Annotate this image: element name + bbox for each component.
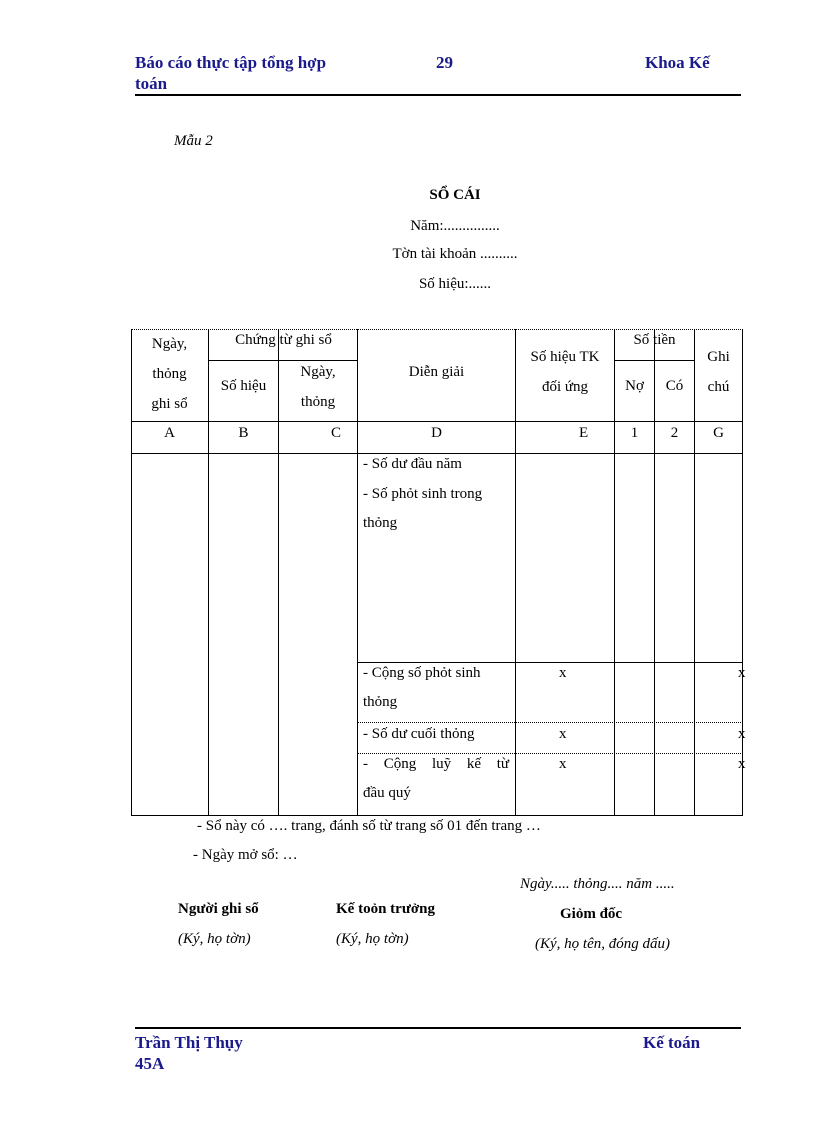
row-cumulative-line2: đầu quý [363, 785, 411, 801]
row-arising [363, 480, 482, 538]
report-title [135, 52, 326, 94]
code-1: 1 [630, 425, 639, 441]
recorder-note: (Ký, họ tờn) [178, 931, 251, 947]
footer-author [135, 1032, 243, 1074]
footer-major: Kế toán [643, 1033, 701, 1052]
x-mark-closing-account: x [559, 726, 567, 742]
col-header-note-line1: Ghi [707, 349, 730, 365]
report-title-line1: Báo cáo thực tập tổng hợp [135, 53, 327, 72]
code-d: D [431, 425, 442, 441]
col-header-voucher-date-line2: thỏng [300, 394, 336, 410]
row-total-line1: - Cộng số phỏt sinh [363, 665, 481, 681]
code-b: B [238, 425, 249, 441]
col-header-date-line3: ghi sổ [151, 396, 188, 412]
director-note: (Ký, họ tên, đóng dấu) [535, 936, 670, 952]
department-label: Khoa Kế [645, 53, 710, 72]
row-cumulative [363, 750, 509, 808]
col-header-account [516, 342, 614, 402]
chief-accountant-note: (Ký, họ tờn) [336, 931, 409, 947]
footer-rule [135, 1027, 741, 1029]
col-header-date-line2: thỏng [152, 366, 187, 382]
form-label: Mẫu 2 [174, 133, 213, 149]
report-title-line2: toán [135, 74, 168, 93]
col-line-7 [694, 329, 695, 816]
col-header-description: Diễn giải [408, 364, 465, 380]
code-g: G [713, 425, 724, 441]
footer-author-name: Trần Thị Thụy [135, 1033, 243, 1052]
footer-author-class: 45A [135, 1054, 165, 1073]
col-header-date [131, 329, 208, 419]
col-header-voucher: Chứng từ ghi sổ [235, 332, 332, 348]
x-mark-total-account: x [559, 665, 567, 681]
ledger-account-name: Tờn tài khoản .......... [392, 246, 518, 262]
col-header-voucher-date-line1: Ngày, [300, 364, 336, 380]
row-total-line2: thỏng [363, 694, 398, 710]
col-line-1 [208, 329, 209, 816]
col-line-4 [515, 329, 516, 816]
col-header-voucher-no: Số hiệu [220, 378, 267, 394]
director-title: Giỏm đốc [560, 906, 623, 922]
recorder-title: Người ghi sổ [178, 901, 259, 917]
code-e: E [579, 425, 589, 441]
page-number: 29 [436, 53, 453, 72]
row-opening-balance: - Số dư đầu năm [363, 456, 462, 472]
row-closing-balance: - Số dư cuối thỏng [363, 726, 475, 742]
row-arising-line2: thỏng [363, 515, 398, 531]
code-2: 2 [670, 425, 679, 441]
row-total-arising [363, 659, 481, 717]
x-mark-total-note: x [738, 665, 746, 681]
row-cumulative-line1: - Cộng luỹ kế từ [363, 756, 509, 772]
row-arising-line1: - Số phỏt sinh trong [363, 486, 483, 502]
col-header-account-line1: Số hiệu TK [530, 349, 600, 365]
chief-accountant-title: Kế toỏn trưởng [336, 901, 435, 917]
ledger-account-code: Số hiệu:...... [418, 276, 492, 292]
x-mark-closing-note: x [738, 726, 746, 742]
ledger-title: SỔ CÁI [429, 187, 481, 203]
col-header-note [695, 342, 742, 402]
col-header-debit: Nợ [625, 378, 644, 394]
col-header-account-line2: đối ứng [541, 379, 589, 395]
code-a: A [164, 425, 175, 441]
signature-date-line: Ngày..... thỏng.... năm ..... [520, 876, 675, 892]
col-line-3 [357, 329, 358, 816]
note-page-count: - Sổ này có …. trang, đánh số từ trang số 01 đến trang … [197, 818, 541, 834]
x-mark-cumulative-note: x [738, 756, 746, 772]
col-header-credit: Có [665, 378, 684, 394]
col-header-note-line2: chú [707, 379, 730, 395]
ledger-table [131, 329, 746, 816]
col-line-5 [614, 329, 615, 816]
code-c: C [331, 425, 342, 441]
header-rule [135, 94, 741, 96]
col-header-voucher-date [279, 357, 357, 417]
ledger-year: Năm:............... [410, 218, 500, 234]
table-bottom-border [131, 815, 743, 816]
col-header-amount: Số tiền [633, 332, 676, 348]
col-line-6 [654, 329, 655, 816]
col-header-date-line1: Ngày, [151, 336, 188, 352]
x-mark-cumulative-account: x [559, 756, 567, 772]
note-open-date: - Ngày mở sổ: … [193, 847, 298, 863]
